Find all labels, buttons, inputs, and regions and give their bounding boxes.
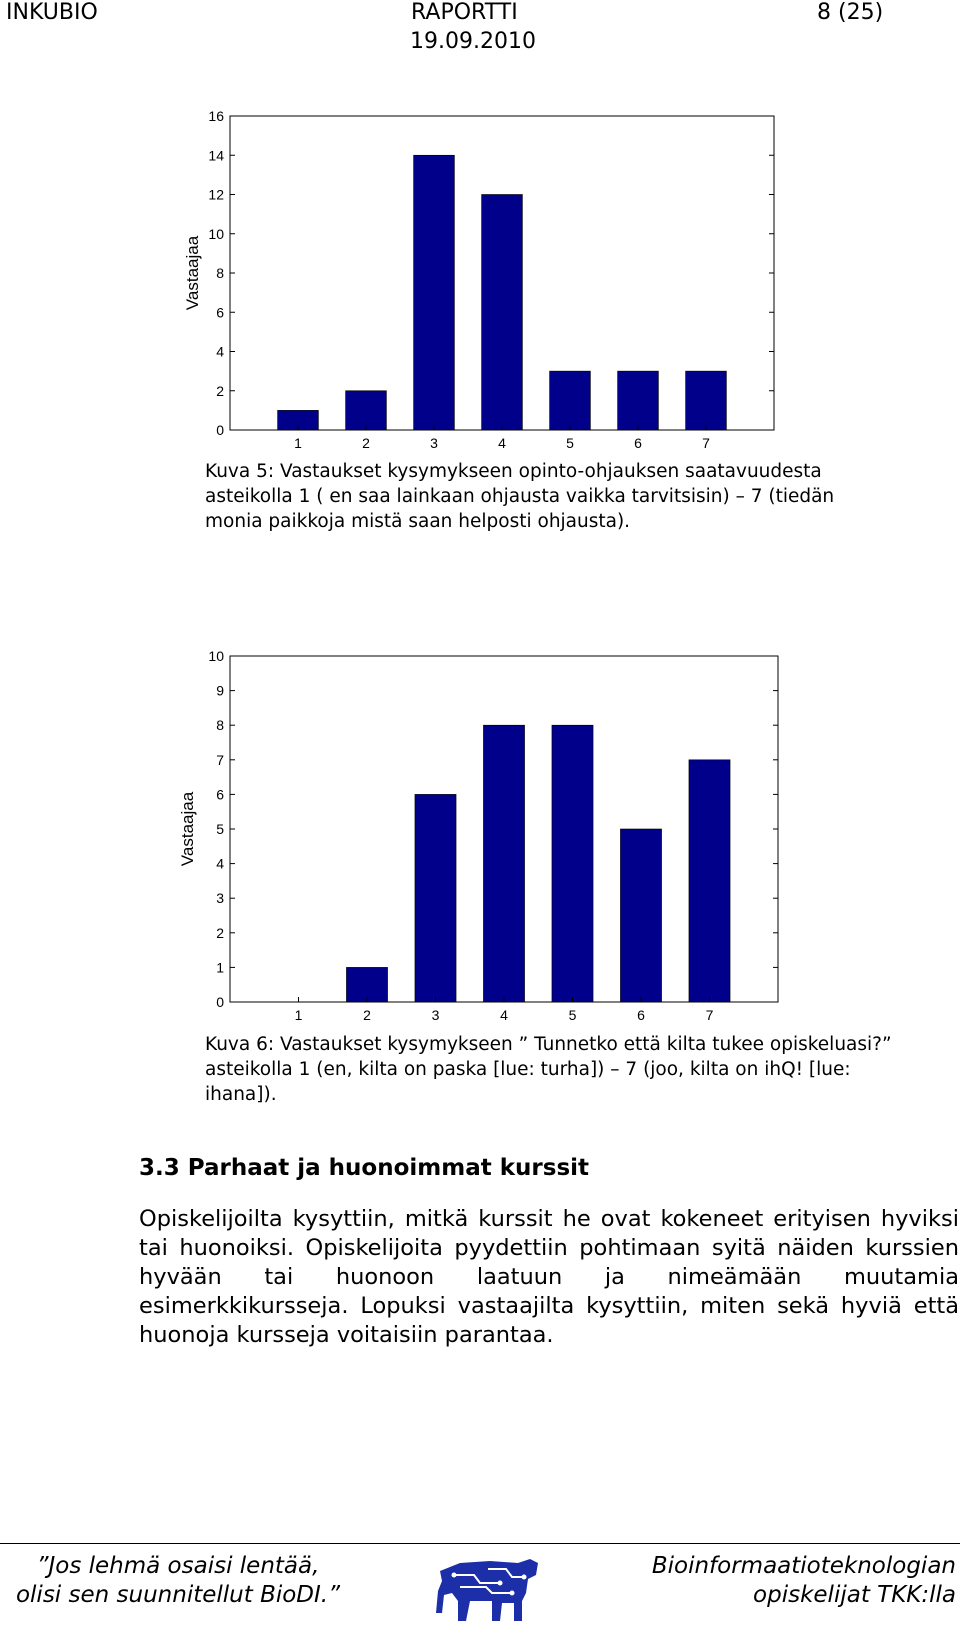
figure-caption-5: Kuva 5: Vastaukset kysymykseen opinto-ohjauksen saatavuudesta asteikolla 1 ( en saa lainkaan ohjausta vaikka tarvitsisin) – 7 (tiedän monia paikkoja mistä saan helposti ohjausta).: [205, 461, 835, 532]
footer-quote-line1: ”Jos lehmä osaisi lentää,: [36, 1553, 320, 1579]
x-tick-label: 7: [702, 435, 710, 450]
x-tick-label: 2: [362, 435, 370, 450]
section-title: 3.3 Parhaat ja huonoimmat kurssit: [139, 1155, 590, 1181]
x-tick-label: 2: [363, 1007, 371, 1023]
y-tick-label: 2: [216, 382, 224, 399]
y-tick-label: 7: [216, 751, 224, 768]
y-tick-label: 0: [216, 422, 224, 438]
x-tick-label: 5: [568, 1007, 577, 1023]
x-tick-label: 3: [430, 435, 438, 450]
y-tick-label: 10: [208, 648, 224, 664]
x-tick-label: 4: [498, 435, 506, 450]
x-tick-label: 4: [500, 1007, 508, 1023]
header-page: 8 (25): [817, 0, 884, 25]
y-tick-label: 2: [216, 924, 224, 941]
bar: [346, 967, 387, 1002]
x-tick-label: 6: [634, 435, 642, 450]
y-tick-label: 8: [216, 265, 224, 281]
footer-divider: [0, 1543, 960, 1544]
bar: [482, 195, 523, 431]
x-tick-label: 5: [566, 435, 574, 450]
section-body: Opiskelijoilta kysyttiin, mitkä kurssit he ovat kokeneet erityisen hyviksi tai huonoiksi. Opiskelijoita pyydettiin pohtimaan syitä näiden kurssien hyvään tai huonoon laatuun ja nimeämään muutamia esimerkkikursseja. Lopuksi vastaajilta kysyttiin, miten sekä hyviä että huonoja kursseja voitaisiin parantaa.: [139, 1206, 959, 1348]
bar: [689, 760, 730, 1002]
y-tick-label: 6: [216, 786, 224, 803]
bar-chart-fig6: [0, 640, 960, 1030]
bar: [620, 829, 661, 1002]
x-tick-label: 6: [637, 1007, 645, 1023]
y-tick-label: 8: [216, 717, 224, 734]
footer-quote: [8, 1552, 348, 1610]
bar: [346, 391, 387, 430]
x-tick-label: 1: [294, 1007, 303, 1023]
y-tick-label: 9: [216, 682, 224, 699]
y-tick-label: 12: [208, 186, 224, 203]
y-tick-label: 5: [216, 821, 224, 837]
bar: [686, 371, 727, 430]
bar: [552, 725, 593, 1002]
bar: [618, 371, 659, 430]
header-left: INKUBIO: [6, 0, 98, 25]
bar: [415, 794, 456, 1002]
circuit-cow-logo-icon: [430, 1553, 545, 1625]
bar: [550, 371, 591, 430]
y-tick-label: 0: [216, 994, 224, 1010]
footer-org: [596, 1552, 956, 1610]
y-tick-label: 1: [216, 959, 224, 976]
header-center: RAPORTTI: [411, 0, 518, 25]
footer-org-line2: opiskelijat TKK:lla: [753, 1582, 956, 1608]
x-tick-label: 7: [705, 1007, 714, 1023]
y-tick-label: 16: [208, 108, 224, 124]
y-axis-label: Vastaajaa: [178, 791, 197, 867]
bar: [414, 155, 455, 430]
x-tick-label: 3: [431, 1007, 440, 1023]
header-date: 19.09.2010: [410, 29, 536, 54]
y-tick-label: 4: [216, 343, 224, 360]
footer-quote-line2: olisi sen suunnitellut BioDI.”: [15, 1582, 341, 1608]
y-tick-label: 3: [216, 890, 224, 907]
y-tick-label: 6: [216, 304, 224, 321]
bar: [483, 725, 524, 1002]
y-tick-label: 4: [216, 855, 224, 872]
x-tick-label: 1: [294, 435, 302, 450]
bar-chart-fig5: [0, 100, 960, 450]
footer-org-line1: Bioinformaatioteknologian: [651, 1553, 956, 1579]
figure-caption-6: Kuva 6: Vastaukset kysymykseen ” Tunnetko että kilta tukee opiskeluasi?” asteikolla 1 (en, kilta on paska [lue: turha]) – 7 (joo, kilta on ihQ! [lue: ihana]).: [205, 1034, 892, 1105]
y-tick-label: 14: [208, 147, 224, 164]
y-tick-label: 10: [208, 225, 224, 242]
y-axis-label: Vastaajaa: [183, 235, 202, 311]
